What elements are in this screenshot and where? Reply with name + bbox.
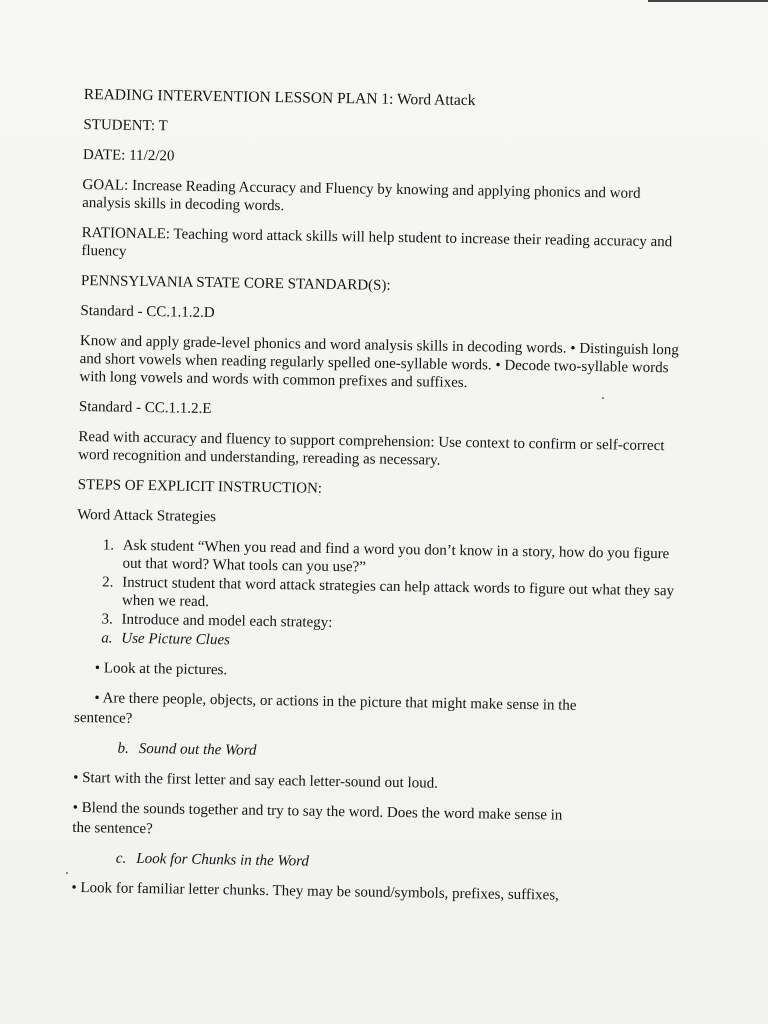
list-item-number: 3. [101,611,113,628]
strategy-b-heading [73,739,673,766]
strategy-b-bullet-2-line-2: the sentence? [72,819,153,838]
lesson-plan-document [71,86,684,918]
list-item-text: Instruct student that word attack strategies can help attack words to figure out what they say when we read. [121,574,675,611]
strategy-c-bullet-1: • Look for familiar letter chunks. They may be sound/symbols, prefixes, suffixes, [71,879,559,904]
strategy-c-text: Look for Chunks in the Word [136,850,310,870]
strategy-c-heading [72,849,672,876]
strategy-a-bullet-1: • Look at the pictures. [94,660,228,679]
standard-2-text: Read with accuracy and fluency to support comprehension: Use context to confirm or self-correct word recognition and understanding, rereading as necessary. [78,428,665,469]
strategies-heading: Word Attack Strategies [77,506,217,526]
strategy-b-text: Sound out the Word [138,740,257,759]
strategy-b-bullet-2-line-1: • Blend the sounds together and try to say the word. Does the word make sense in [72,799,563,824]
strategy-b-letter: b. [117,740,129,757]
strategy-a-text: Use Picture Clues [121,630,231,649]
list-item-number: 1. [102,537,115,554]
strategy-a-bullet-2-line-1: • Are there people, objects, or actions in the picture that might make sense in the [94,690,577,714]
strategy-a-bullet-2-line-2: sentence? [73,709,133,727]
student-line: STUDENT: T [83,116,168,135]
steps-heading: STEPS OF EXPLICIT INSTRUCTION: [77,476,323,497]
scan-edge-mark [648,0,768,2]
rationale-paragraph: RATIONALE: Teaching word attack skills will help student to increase their reading accuracy and fluency [81,224,673,260]
steps-list [75,536,676,637]
list-item-number: 2. [102,574,114,591]
strategy-b-bullet-1: • Start with the first letter and say each letter-sound out loud. [73,769,439,792]
standard-2-label: Standard - CC.1.1.2.E [78,398,212,418]
standard-1-label: Standard - CC.1.1.2.D [80,302,215,322]
document-title: READING INTERVENTION LESSON PLAN 1: Word Attack [83,86,476,110]
scan-speck [66,872,68,874]
strategy-c-letter: c. [115,850,127,867]
date-line: DATE: 11/2/20 [82,146,175,165]
list-item-text: Introduce and model each strategy: [121,611,333,631]
standard-1-text: Know and apply grade-level phonics and word analysis skills in decoding words. • Distinguish long and short vowels when reading regularly spelled one-syllable words. • Decode two-syllable words with long vowels and words with common prefixes and suffixes. [79,332,679,392]
standards-heading: PENNSYLVANIA STATE CORE STANDARD(S): [80,272,391,294]
list-item-text: Ask student “When you read and find a word you don’t know in a story, how do you figure out that word? What tools can you use?” [122,537,670,576]
goal-paragraph: GOAL: Increase Reading Accuracy and Fluency by knowing and applying phonics and word analysis skills in decoding words. [82,176,641,215]
strategy-a-letter: a. [101,630,113,647]
